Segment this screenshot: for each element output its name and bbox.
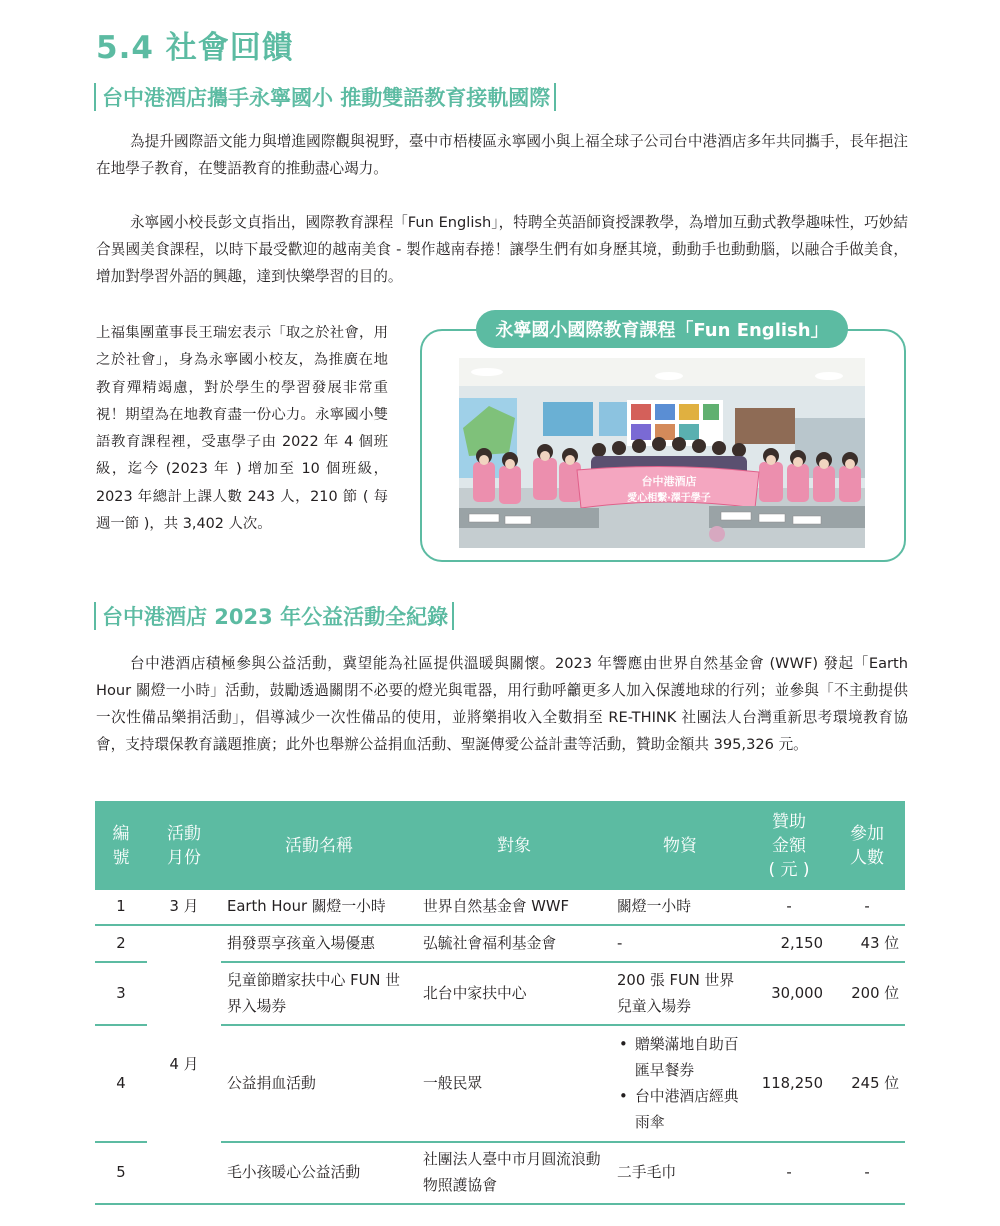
article-heading-text: 台中港酒店攜手永寧國小 推動雙語教育接軌國際: [102, 86, 551, 110]
cell-target: 一般民眾: [417, 1025, 611, 1142]
paragraph: 台中港酒店積極參與公益活動，冀望能為社區提供溫暖與關懷。2023 年響應由世界自然基金會 (WWF) 發起「Earth Hour 關燈一小時」活動，鼓勵透過關閉不必要的燈光與電器，用行動呼籲更多人加入保護地球的行列；並參與「不主動提供一次性備品樂捐活動」，倡導減少一次性備品的使用，並將樂捐收入全數捐至 RE-THINK 社團法人台灣重新思考環境教育協會，支持環保教育議題推廣；此外也舉辦公益捐血活動、聖誕傳愛公益計畫等活動，贊助金額共 395,326 元。: [96, 655, 908, 753]
cell-people: 200 位: [829, 962, 905, 1025]
table-header-row: [95, 801, 905, 890]
side-paragraph: 上福集團董事長王瑞宏表示「取之於社會，用之於社會」，身為永寧國小校友，為推廣在地教育殫精竭慮，對於學生的學習發展非常重視！期望為在地教育盡一份心力。永寧國小雙語教育課程裡，受惠學子由 2022 年 4 個班級，迄今 (2023 年 ) 增加至 10 個班級，2023 年總計上課人數 243 人，210 節 ( 每週一節 )，共 3,402 人次。: [96, 325, 388, 533]
cell-no: 5: [95, 1142, 147, 1204]
article-heading-text: 台中港酒店 2023 年公益活動全紀錄: [102, 605, 449, 629]
goods-list-item: • 台中港酒店經典雨傘: [617, 1084, 743, 1136]
cell-target: 北台中家扶中心: [417, 962, 611, 1025]
heading-bar-right: [452, 602, 454, 630]
cell-name: 毛小孩暖心公益活動: [221, 1142, 417, 1204]
cell-no: 2: [95, 925, 147, 962]
header-amount: 贊助 金額 ( 元 ): [749, 801, 829, 890]
banner-text-line2: 愛心相繫‧澤于學子: [627, 493, 711, 504]
cell-target: 社團法人臺中市月圓流浪動物照護協會: [417, 1142, 611, 1204]
class-photo: [459, 358, 865, 548]
goods-list-item: • 贈樂滿地自助百匯早餐券: [617, 1032, 743, 1084]
cell-goods: [611, 1025, 749, 1142]
header-target: 對象: [417, 801, 611, 890]
header-people: 參加 人數: [829, 801, 905, 890]
header-month: 活動 月份: [147, 801, 221, 890]
cell-goods: 200 張 FUN 世界兒童入場券: [611, 962, 749, 1025]
cell-name: 捐發票享孩童入場優惠: [221, 925, 417, 962]
paragraph: 為提升國際語文能力與增進國際觀與視野，臺中市梧棲區永寧國小與上福全球子公司台中港酒店多年共同攜手，長年挹注在地學子教育，在雙語教育的推動盡心竭力。: [96, 133, 908, 177]
cell-target: 弘毓社會福利基金會: [417, 925, 611, 962]
article-heading: [94, 599, 454, 633]
cell-goods: 二手毛巾: [611, 1142, 749, 1204]
cell-goods: 關燈一小時: [611, 890, 749, 925]
cell-month: 3 月: [147, 890, 221, 925]
banner-text-line1: 台中港酒店: [641, 475, 697, 488]
class-photo-illustration: [459, 358, 865, 548]
cell-people: 245 位: [829, 1025, 905, 1142]
photo-caption: 永寧國小國際教育課程「Fun English」: [476, 310, 848, 348]
cell-no: 3: [95, 962, 147, 1025]
cell-amount: -: [749, 1142, 829, 1204]
cell-name: 兒童節贈家扶中心 FUN 世界入場券: [221, 962, 417, 1025]
cell-name: 公益捐血活動: [221, 1025, 417, 1142]
cell-name: Earth Hour 關燈一小時: [221, 890, 417, 925]
cell-people: -: [829, 890, 905, 925]
cell-people: -: [829, 1142, 905, 1204]
activity-table: [95, 801, 905, 1205]
cell-amount: -: [749, 890, 829, 925]
cell-target: 世界自然基金會 WWF: [417, 890, 611, 925]
goods-list: [617, 1032, 743, 1136]
header-no: 編 號: [95, 801, 147, 890]
cell-amount: 2,150: [749, 925, 829, 962]
article-heading: [94, 80, 556, 114]
header-name: 活動名稱: [221, 801, 417, 890]
section-title: 5.4 社會回饋: [96, 30, 294, 66]
cell-no: 1: [95, 890, 147, 925]
cell-no: 4: [95, 1025, 147, 1142]
paragraph: 永寧國小校長彭文貞指出，國際教育課程「Fun English」，特聘全英語師資授課教學，為增加互動式教學趣味性，巧妙結合異國美食課程，以時下最受歡迎的越南美食 - 製作越南春捲！讓學生們有如身歷其境，動動手也動動腦，以融合手做美食，增加對學習外語的興趣，達到快樂學習的目的。: [96, 214, 908, 285]
heading-bar-right: [554, 83, 556, 111]
cell-amount: 118,250: [749, 1025, 829, 1142]
header-goods: 物資: [611, 801, 749, 890]
table-row: [95, 890, 905, 925]
cell-month: 4 月: [147, 925, 221, 1204]
cell-amount: 30,000: [749, 962, 829, 1025]
table-row: [95, 925, 905, 962]
cell-goods: -: [611, 925, 749, 962]
cell-people: 43 位: [829, 925, 905, 962]
